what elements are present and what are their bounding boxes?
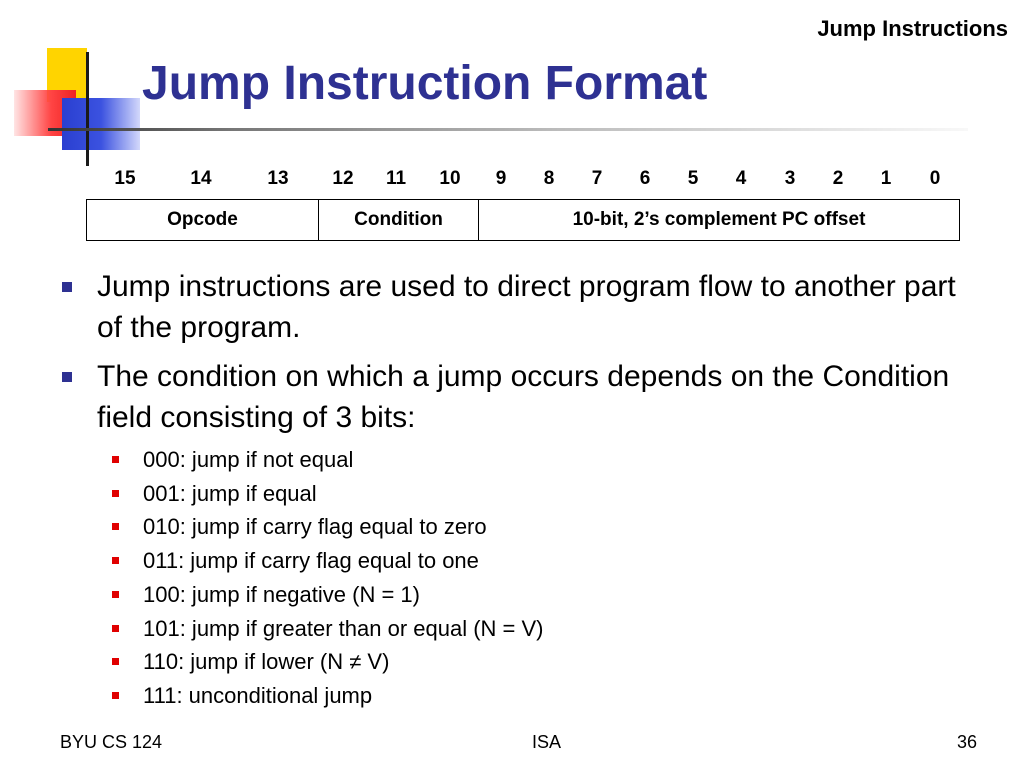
bit-label: 9 bbox=[495, 168, 507, 189]
condition-item bbox=[112, 578, 872, 612]
bullet-item bbox=[62, 356, 962, 438]
condition-item bbox=[112, 477, 872, 511]
bit-label: 14 bbox=[190, 168, 212, 189]
footer-page-number: 36 bbox=[957, 732, 978, 752]
condition-text: 110: jump if lower (N ≠ V) bbox=[143, 649, 390, 675]
condition-text: 101: jump if greater than or equal (N = V) bbox=[143, 615, 544, 641]
square-bullet-icon bbox=[62, 372, 72, 382]
condition-item bbox=[112, 645, 872, 679]
red-square-bullet-icon bbox=[112, 591, 119, 598]
bit-label: 10 bbox=[439, 168, 461, 189]
condition-text: 010: jump if carry flag equal to zero bbox=[143, 514, 487, 540]
red-square-bullet-icon bbox=[112, 490, 119, 497]
header-section-label: Jump Instructions bbox=[817, 16, 1008, 41]
footer-course: BYU CS 124 bbox=[60, 732, 163, 752]
red-square-bullet-icon bbox=[112, 523, 119, 530]
bullet-text: The condition on which a jump occurs depends on the Condition field consisting of 3 bits: bbox=[97, 360, 950, 434]
red-square-bullet-icon bbox=[112, 557, 119, 564]
deco-blue-square bbox=[62, 98, 140, 150]
red-square-bullet-icon bbox=[112, 625, 119, 632]
bit-label: 7 bbox=[591, 168, 603, 189]
red-square-bullet-icon bbox=[112, 692, 119, 699]
bit-label: 3 bbox=[784, 168, 796, 189]
bit-label: 2 bbox=[832, 168, 844, 189]
bit-label: 1 bbox=[880, 168, 892, 189]
deco-vertical-line bbox=[86, 52, 89, 166]
condition-item bbox=[112, 510, 872, 544]
bit-label: 4 bbox=[735, 168, 747, 189]
red-square-bullet-icon bbox=[112, 658, 119, 665]
instruction-format-table bbox=[86, 199, 960, 241]
condition-item bbox=[112, 443, 872, 477]
pc-offset-field: 10-bit, 2’s complement PC offset bbox=[478, 200, 959, 240]
condition-text: 000: jump if not equal bbox=[143, 447, 354, 472]
condition-text: 111: unconditional jump bbox=[143, 682, 373, 708]
bit-label: 15 bbox=[114, 168, 136, 189]
bullet-item bbox=[62, 266, 962, 348]
bit-label: 6 bbox=[639, 168, 651, 189]
main-bullet-list bbox=[62, 266, 962, 446]
bit-label: 13 bbox=[267, 168, 289, 189]
condition-text: 001: jump if equal bbox=[143, 480, 317, 506]
opcode-field: Opcode bbox=[167, 209, 238, 230]
condition-item bbox=[112, 544, 872, 578]
bit-positions-row bbox=[0, 168, 1024, 192]
footer-topic: ISA bbox=[532, 732, 562, 752]
condition-item bbox=[112, 612, 872, 646]
title-underline bbox=[48, 128, 968, 131]
condition-text: 011: jump if carry flag equal to one bbox=[143, 548, 479, 574]
bit-label: 11 bbox=[385, 168, 407, 189]
slide-title: Jump Instruction Format bbox=[142, 57, 708, 110]
condition-code-list bbox=[112, 443, 872, 713]
red-square-bullet-icon bbox=[112, 456, 119, 463]
bit-label: 12 bbox=[332, 168, 354, 189]
condition-item bbox=[112, 679, 872, 713]
condition-text: 100: jump if negative (N = 1) bbox=[143, 581, 420, 607]
square-bullet-icon bbox=[62, 282, 72, 292]
bit-label: 5 bbox=[687, 168, 699, 189]
bullet-text: Jump instructions are used to direct program flow to another part of the program. bbox=[97, 270, 956, 344]
bit-label: 8 bbox=[543, 168, 555, 189]
condition-field: Condition bbox=[318, 200, 478, 240]
bit-label: 0 bbox=[929, 168, 941, 189]
